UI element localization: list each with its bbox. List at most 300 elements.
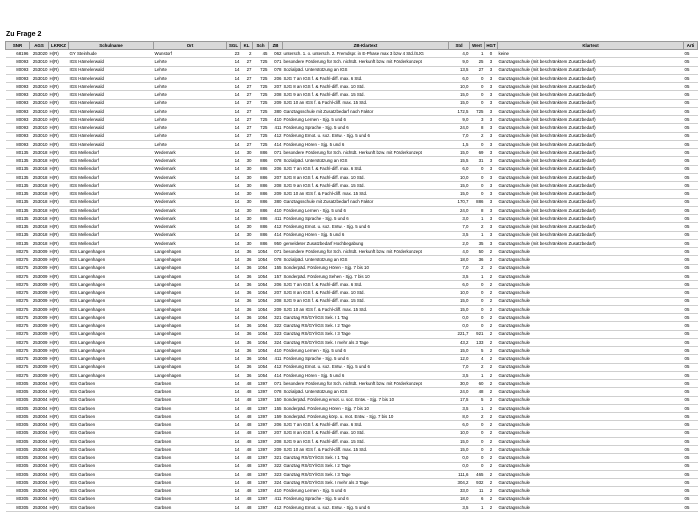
table-cell: IGS Langenhagen	[69, 248, 154, 256]
table-cell: 14	[227, 231, 241, 239]
table-cell: 48	[241, 404, 253, 412]
table-cell: 05	[684, 231, 698, 239]
table-cell: 15,0	[449, 190, 470, 198]
table-cell: Garbsen	[154, 429, 227, 437]
table-cell: 05	[684, 363, 698, 371]
table-cell: IGS Garbsen	[69, 421, 154, 429]
column-header: AGS	[30, 42, 49, 50]
table-cell: 14	[227, 140, 241, 148]
table-cell: 886	[253, 173, 269, 181]
table-cell: 27	[241, 74, 253, 82]
table-cell: H(R)	[49, 413, 69, 421]
table-cell: IGS Mellendorf	[69, 206, 154, 214]
table-cell: 1	[470, 503, 485, 511]
table-cell: Ganztagsschule	[498, 272, 684, 280]
table-cell: 921	[470, 330, 485, 338]
table-cell: 15,0	[449, 91, 470, 99]
table-cell: Ganztagsschule (mit beschränktem Zusatzbedarf)	[498, 83, 684, 91]
table-cell: 05	[684, 140, 698, 148]
table-cell: 05	[684, 305, 698, 313]
table-row	[6, 355, 698, 363]
table-row	[6, 314, 698, 322]
table-cell: H(R)	[49, 388, 69, 396]
table-cell: Wedemark	[154, 173, 227, 181]
table-cell: IGS Hämelerwald	[69, 66, 154, 74]
table-cell: 1397	[253, 446, 269, 454]
table-cell: 36	[241, 330, 253, 338]
table-cell: Förderung Hören - Sjg. 5 und 6	[283, 231, 449, 239]
table-cell: Lehrte	[154, 74, 227, 82]
table-cell: 253004	[30, 413, 49, 421]
table-cell: 80305	[6, 487, 30, 495]
table-cell: 3,5	[449, 371, 470, 379]
table-cell: 324	[269, 479, 283, 487]
table-cell: Langenhagen	[154, 297, 227, 305]
table-cell: 80135	[6, 215, 30, 223]
table-cell: 80305	[6, 429, 30, 437]
table-cell: 05	[684, 495, 698, 503]
table-cell: SJG 10 an IGS f. & Fachl-diff. max. 15 Std.	[283, 446, 449, 454]
table-cell: 1397	[253, 495, 269, 503]
table-cell: 50	[470, 248, 485, 256]
table-cell: 48	[241, 503, 253, 511]
table-cell: 725	[470, 107, 485, 115]
table-cell: 14	[227, 107, 241, 115]
table-cell: 071	[269, 248, 283, 256]
table-cell: 253009	[30, 272, 49, 280]
table-cell: 0	[470, 429, 485, 437]
table-cell: 0	[470, 446, 485, 454]
table-row	[6, 66, 698, 74]
table-cell: 1054	[253, 363, 269, 371]
table-cell: 380	[269, 107, 283, 115]
table-cell: 14	[227, 157, 241, 165]
table-cell: 14	[227, 355, 241, 363]
table-cell: 6	[470, 495, 485, 503]
table-cell: IGS Mellendorf	[69, 157, 154, 165]
table-cell: 412	[269, 132, 283, 140]
table-cell: 2	[485, 264, 498, 272]
table-cell: 45	[253, 50, 269, 58]
table-cell: 465	[470, 470, 485, 478]
table-cell: 253010	[30, 107, 49, 115]
table-cell: 80135	[6, 190, 30, 198]
table-cell: 886	[253, 206, 269, 214]
table-cell: 80135	[6, 206, 30, 214]
table-cell: Sonderpäd. Förderung emot. u. soz. Entw. - Sjg. 7 bis 10	[283, 396, 449, 404]
table-cell: 14	[227, 223, 241, 231]
table-cell: H(R)	[49, 124, 69, 132]
table-cell: Lehrte	[154, 132, 227, 140]
table-cell: Ganztagsschule (mit beschränktem Zusatzbedarf)	[498, 173, 684, 181]
table-cell: H(R)	[49, 446, 69, 454]
table-cell: Ganztagsschule (mit beschränktem Zusatzbedarf)	[498, 198, 684, 206]
table-cell: 7,0	[449, 264, 470, 272]
table-row	[6, 272, 698, 280]
table-cell: 36	[241, 347, 253, 355]
table-cell: Ganztagsschule mit Zusatzbedarf nach Faktor	[283, 198, 449, 206]
table-cell: 80305	[6, 503, 30, 511]
table-cell: H(R)	[49, 50, 69, 58]
table-cell: 0	[485, 50, 498, 58]
table-cell: 725	[253, 99, 269, 107]
table-cell: 886	[253, 198, 269, 206]
table-cell: 14	[227, 289, 241, 297]
table-cell: 48	[241, 429, 253, 437]
table-row	[6, 371, 698, 379]
table-cell: Sonderpäd. Förderung Hören - Sjg. 7 bis 10	[283, 404, 449, 412]
table-row	[6, 462, 698, 470]
table-cell: H(R)	[49, 289, 69, 297]
table-cell: 1	[470, 272, 485, 280]
table-row	[6, 239, 698, 247]
table-cell: H(R)	[49, 297, 69, 305]
table-cell: IGS Garbsen	[69, 413, 154, 421]
table-row	[6, 256, 698, 264]
table-cell: 15,0	[449, 305, 470, 313]
table-cell: Ganztagsschule	[498, 330, 684, 338]
table-cell: 15,0	[449, 446, 470, 454]
table-cell: 1397	[253, 388, 269, 396]
table-cell: 05	[684, 272, 698, 280]
table-cell: Ganztag RS/GY/IGS Sek. I 3 Tage	[283, 470, 449, 478]
table-cell: 725	[253, 91, 269, 99]
table-row	[6, 91, 698, 99]
table-cell: 36	[241, 314, 253, 322]
table-cell: 253018	[30, 198, 49, 206]
table-cell: SJG 9 an IGS f. & Fachl-diff. max. 15 Std.	[283, 91, 449, 99]
column-header: HGT	[486, 42, 496, 48]
table-cell: 05	[684, 404, 698, 412]
table-cell: 0,0	[449, 314, 470, 322]
table-cell: untersch. 1. o. untersch. 2. Fremdspr. in E-Phase max 3 bzw 4 Std./SJG	[283, 50, 449, 58]
column-header: Std	[449, 42, 470, 50]
table-cell: H(R)	[49, 231, 69, 239]
table-cell: IGS Langenhagen	[69, 281, 154, 289]
table-cell: 14	[227, 248, 241, 256]
table-cell: 207	[269, 83, 283, 91]
table-cell: 15,0	[449, 437, 470, 445]
table-cell: Ganztagsschule	[498, 396, 684, 404]
table-cell: H(R)	[49, 256, 69, 264]
table-cell: H(R)	[49, 215, 69, 223]
table-cell: 14	[227, 404, 241, 412]
table-cell: 14	[227, 116, 241, 124]
table-row	[6, 470, 698, 478]
table-cell: 3	[470, 116, 485, 124]
table-cell: 14	[227, 487, 241, 495]
table-cell: 1054	[253, 338, 269, 346]
table-cell: 062	[269, 50, 283, 58]
table-cell: 208	[269, 91, 283, 99]
table-cell: 1054	[253, 305, 269, 313]
table-cell: Wedemark	[154, 190, 227, 198]
table-cell: IGS Mellendorf	[69, 198, 154, 206]
table-cell: 3	[485, 116, 498, 124]
table-cell: 411	[269, 124, 283, 132]
table-cell: IGS Garbsen	[69, 388, 154, 396]
table-cell: 80305	[6, 479, 30, 487]
table-cell: 05	[684, 157, 698, 165]
table-cell: 80305	[6, 380, 30, 388]
table-cell: 80135	[6, 239, 30, 247]
table-cell: IGS Mellendorf	[69, 173, 154, 181]
table-cell: Wedemark	[154, 157, 227, 165]
column-header: LKRKZ	[49, 42, 69, 50]
table-row	[6, 338, 698, 346]
table-cell: Garbsen	[154, 413, 227, 421]
table-cell: H(R)	[49, 74, 69, 82]
table-cell: 80275	[6, 256, 30, 264]
table-cell: 3	[485, 107, 498, 115]
table-row	[6, 132, 698, 140]
column-header: Sch	[253, 42, 269, 50]
table-cell: Langenhagen	[154, 355, 227, 363]
table-cell: 05	[684, 470, 698, 478]
table-row	[6, 58, 698, 66]
table-cell: H(R)	[49, 239, 69, 247]
table-cell: 886	[253, 165, 269, 173]
table-cell: 1397	[253, 421, 269, 429]
table-cell: H(R)	[49, 454, 69, 462]
table-cell: 078	[269, 66, 283, 74]
table-cell: Förderung Hören - Sjg. 5 und 6	[283, 140, 449, 148]
table-cell: 12,0	[449, 355, 470, 363]
table-row	[6, 487, 698, 495]
table-cell: 80093	[6, 140, 30, 148]
table-cell: 36	[241, 264, 253, 272]
table-cell: 1	[470, 371, 485, 379]
table-row	[6, 322, 698, 330]
table-cell: 1	[470, 215, 485, 223]
table-row	[6, 388, 698, 396]
table-cell: 48	[241, 462, 253, 470]
table-cell: 14	[227, 99, 241, 107]
table-cell: 05	[684, 380, 698, 388]
table-cell: 14	[227, 314, 241, 322]
table-cell: 410	[269, 347, 283, 355]
table-cell: Ganztagsschule (mit beschränktem Zusatzbedarf)	[498, 223, 684, 231]
table-cell: 2,0	[449, 239, 470, 247]
table-cell: 1397	[253, 479, 269, 487]
table-cell: 886	[253, 215, 269, 223]
table-cell: 253018	[30, 173, 49, 181]
table-cell: IGS Garbsen	[69, 487, 154, 495]
table-cell: 2	[485, 495, 498, 503]
table-cell: 14	[227, 495, 241, 503]
table-row	[6, 74, 698, 82]
table-cell: Langenhagen	[154, 256, 227, 264]
table-cell: H(R)	[49, 503, 69, 511]
table-cell: 05	[684, 371, 698, 379]
table-cell: 886	[253, 231, 269, 239]
table-cell: 27	[241, 66, 253, 74]
table-cell: 221,7	[449, 330, 470, 338]
table-cell: 1	[470, 50, 485, 58]
table-row	[6, 206, 698, 214]
table-cell: 14	[227, 215, 241, 223]
table-cell: 253004	[30, 470, 49, 478]
table-row	[6, 223, 698, 231]
table-cell: Garbsen	[154, 446, 227, 454]
table-row	[6, 165, 698, 173]
table-cell: Garbsen	[154, 487, 227, 495]
table-cell: IGS Mellendorf	[69, 239, 154, 247]
table-cell: 0	[470, 289, 485, 297]
table-cell: 253010	[30, 58, 49, 66]
table-cell: 36	[241, 371, 253, 379]
table-cell: 1,5	[449, 140, 470, 148]
table-cell: H(R)	[49, 421, 69, 429]
table-cell: 80275	[6, 363, 30, 371]
table-cell: Ganztagsschule (mit beschränktem Zusatzbedarf)	[498, 66, 684, 74]
table-cell: IGS Hämelerwald	[69, 132, 154, 140]
table-cell: Langenhagen	[154, 264, 227, 272]
table-cell: 1397	[253, 429, 269, 437]
table-cell: 2	[485, 404, 498, 412]
table-cell: 30	[241, 149, 253, 157]
table-cell: H(R)	[49, 157, 69, 165]
table-row	[6, 190, 698, 198]
table-cell: 36	[241, 256, 253, 264]
table-cell: 14	[227, 371, 241, 379]
table-cell: 071	[269, 149, 283, 157]
table-cell: 27	[241, 116, 253, 124]
table-cell: IGS Garbsen	[69, 479, 154, 487]
table-cell: 071	[269, 58, 283, 66]
table-cell: 1397	[253, 503, 269, 511]
table-cell: IGS Hämelerwald	[69, 58, 154, 66]
table-cell: GY Steinhude	[69, 50, 154, 58]
table-cell: 80135	[6, 231, 30, 239]
table-cell: Ganztagsschule (mit beschränktem Zusatzbedarf)	[498, 140, 684, 148]
table-cell: 2	[485, 256, 498, 264]
table-cell: 05	[684, 429, 698, 437]
table-cell: 725	[253, 74, 269, 82]
table-cell: 80275	[6, 338, 30, 346]
table-cell: 886	[253, 190, 269, 198]
table-cell: 2	[470, 223, 485, 231]
table-cell: 48	[241, 487, 253, 495]
table-cell: IGS Langenhagen	[69, 322, 154, 330]
table-cell: 14	[227, 338, 241, 346]
table-cell: Ganztag RS/GY/IGS Sek. I 3 Tage	[283, 330, 449, 338]
table-cell: 14	[227, 264, 241, 272]
table-cell: Förderung Sprache - Sjg. 5 und 6	[283, 124, 449, 132]
table-cell: Förderung Sprache - Sjg. 5 und 6	[283, 215, 449, 223]
table-cell: IGS Mellendorf	[69, 215, 154, 223]
table-cell: Ganztagsschule	[498, 454, 684, 462]
table-cell: 15,5	[449, 157, 470, 165]
table-cell: Förderung Lernen - Sjg. 5 und 6	[283, 206, 449, 214]
table-cell: 3	[485, 157, 498, 165]
table-cell: 11	[470, 487, 485, 495]
table-cell: Langenhagen	[154, 272, 227, 280]
table-cell: 05	[684, 107, 698, 115]
table-row	[6, 429, 698, 437]
table-cell: 0	[470, 74, 485, 82]
table-row	[6, 149, 698, 157]
table-row	[6, 281, 698, 289]
table-cell: 48	[241, 446, 253, 454]
table-cell: 05	[684, 264, 698, 272]
table-cell: 14	[227, 380, 241, 388]
table-cell: Ganztag RS/GY/IGS Sek. I 1 Tag	[283, 454, 449, 462]
table-cell: 14	[227, 437, 241, 445]
table-cell: 2	[485, 371, 498, 379]
table-cell: gemeldeter Zusatzbedarf Hochbegabung	[283, 239, 449, 247]
table-cell: 253004	[30, 503, 49, 511]
table-cell: 30	[241, 173, 253, 181]
table-cell: 1	[470, 404, 485, 412]
table-cell: 253009	[30, 355, 49, 363]
table-cell: 725	[253, 66, 269, 74]
table-cell: 2	[485, 330, 498, 338]
table-cell: 2	[485, 305, 498, 313]
table-cell: 932	[470, 479, 485, 487]
table-cell: 80093	[6, 107, 30, 115]
table-cell: 253010	[30, 116, 49, 124]
table-cell: 1054	[253, 264, 269, 272]
table-cell: 209	[269, 99, 283, 107]
table-cell: 30	[241, 231, 253, 239]
table-cell: Sozialpäd. Unterstützung an IGS	[283, 66, 449, 74]
table-cell: 68196	[6, 50, 30, 58]
table-cell: Ganztagsschule	[498, 264, 684, 272]
table-cell: 05	[684, 338, 698, 346]
table-cell: Ganztagsschule	[498, 404, 684, 412]
table-cell: 2	[470, 363, 485, 371]
table-cell: Wedemark	[154, 231, 227, 239]
table-cell: 6,0	[449, 281, 470, 289]
table-cell: 1054	[253, 248, 269, 256]
table-cell: H(R)	[49, 322, 69, 330]
table-cell: Langenhagen	[154, 338, 227, 346]
table-cell: H(R)	[49, 479, 69, 487]
table-cell: 253018	[30, 190, 49, 198]
table-cell: 725	[253, 124, 269, 132]
table-cell: IGS Garbsen	[69, 470, 154, 478]
table-cell: 253004	[30, 388, 49, 396]
column-header: ZB-Klartext	[283, 42, 449, 50]
table-cell: 05	[684, 256, 698, 264]
table-cell: 9,0	[449, 116, 470, 124]
table-cell: 18,0	[449, 256, 470, 264]
table-cell: SJG 7 an IGS f. & Fachl-diff. max. 6 Std.	[283, 421, 449, 429]
table-cell: 2	[485, 314, 498, 322]
table-cell: Langenhagen	[154, 330, 227, 338]
table-cell: 2	[485, 487, 498, 495]
table-cell: IGS Langenhagen	[69, 305, 154, 313]
table-cell: 3	[485, 99, 498, 107]
table-cell: H(R)	[49, 371, 69, 379]
table-row	[6, 421, 698, 429]
table-cell: 14	[227, 58, 241, 66]
table-cell: 05	[684, 479, 698, 487]
table-cell: besondere Förderung für Sch. nichtdt. Herkunft bzw. mit Förderkonzept	[283, 380, 449, 388]
table-cell: 0	[470, 140, 485, 148]
table-cell: 05	[684, 173, 698, 181]
table-cell: 886	[253, 157, 269, 165]
table-cell: Wunstorf	[154, 50, 227, 58]
table-cell: Ganztagsschule	[498, 479, 684, 487]
table-cell: Ganztagsschule (mit beschränktem Zusatzbedarf)	[498, 132, 684, 140]
table-cell: 159	[269, 413, 283, 421]
table-cell: 1054	[253, 322, 269, 330]
table-cell: 3	[485, 165, 498, 173]
table-cell: Ganztag RS/GY/IGS Sek. I 1 Tag	[283, 314, 449, 322]
table-cell: 253004	[30, 462, 49, 470]
